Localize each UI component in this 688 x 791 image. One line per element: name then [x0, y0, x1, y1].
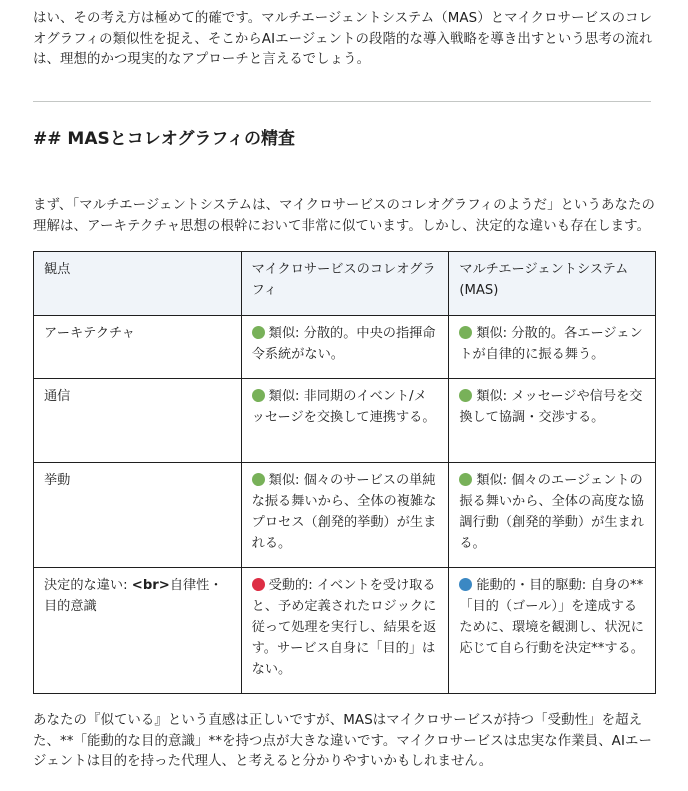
cell-text: 類似: メッセージや信号を交換して協調・交渉する。: [459, 389, 643, 425]
horizontal-rule: [33, 101, 651, 102]
table-header-row: [34, 252, 656, 316]
cell-text: 能動的・目的駆動: 自身の**「目的（ゴール）」を達成するために、環境を観測し、状況に応じて自ら行動を決定**する。: [459, 578, 644, 656]
cell-microservices: [241, 316, 449, 379]
cell-mas: [449, 463, 656, 568]
green-circle-icon: [252, 473, 265, 486]
green-circle-icon: [459, 473, 472, 486]
cell-aspect: アーキテクチャ: [34, 316, 242, 379]
cell-mas: [449, 568, 656, 694]
table-row: [34, 379, 656, 463]
cell-aspect: 挙動: [34, 463, 242, 568]
cell-text: 類似: 個々のサービスの単純な振る舞いから、全体の複雑なプロセス（創発的挙動）が生まれる。: [251, 473, 437, 551]
aspect-prefix: 決定的な違い:: [44, 578, 132, 593]
blue-circle-icon: [459, 578, 472, 591]
cell-microservices: [241, 568, 449, 694]
cell-mas: [449, 379, 656, 463]
cell-text: 類似: 非同期のイベント/メッセージを交換して連携する。: [251, 389, 436, 425]
green-circle-icon: [252, 389, 265, 402]
cell-text: 類似: 個々のエージェントの振る舞いから、全体の高度な協調行動（創発的挙動）が生まれる。: [459, 473, 644, 551]
green-circle-icon: [252, 326, 265, 339]
lead-paragraph: まず、「マルチエージェントシステムは、マイクロサービスのコレオグラフィのようだ」というあなたの理解は、アーキテクチャ思想の根幹において非常に似ています。しかし、決定的な違いも存在します。: [33, 198, 655, 234]
cell-text: 受動的: イベントを受け取ると、予め定義されたロジックに従って処理を実行し、結果を返す。サービス自身に「目的」はない。: [251, 578, 437, 677]
aspect-suffix: 自律性・目的意識: [44, 578, 223, 614]
table-row: [34, 568, 656, 694]
comparison-table: [33, 251, 656, 694]
aspect-br-tag: <br>: [131, 578, 170, 593]
header-microservices: マイクロサービスのコレオグラフィ: [241, 252, 449, 316]
intro-paragraph: はい、その考え方は極めて的確です。マルチエージェントシステム（MAS）とマイクロサービスのコレオグラフィの類似性を捉え、そこからAIエージェントの段階的な導入戦略を導き出すという思考の流れは、理想的かつ現実的なアプローチと言えるでしょう。: [33, 11, 653, 67]
cell-microservices: [241, 379, 449, 463]
table-row: [34, 316, 656, 379]
table-row: [34, 463, 656, 568]
cell-text: 類似: 分散的。各エージェントが自律的に振る舞う。: [459, 326, 643, 362]
header-aspect: 観点: [34, 252, 242, 316]
green-circle-icon: [459, 326, 472, 339]
red-circle-icon: [252, 578, 265, 591]
cell-text: 類似: 分散的。中央の指揮命令系統がない。: [251, 326, 436, 362]
section-heading: ## MASとコレオグラフィの精査: [33, 129, 296, 149]
cell-aspect: 通信: [34, 379, 242, 463]
cell-aspect: [34, 568, 242, 694]
cell-mas: [449, 316, 656, 379]
header-mas: マルチエージェントシステム(MAS): [449, 252, 656, 316]
cell-microservices: [241, 463, 449, 568]
closing-paragraph: あなたの『似ている』という直感は正しいですが、MASはマイクロサービスが持つ「受動性」を超えた、**「能動的な目的意識」**を持つ点が大きな違いです。マイクロサービスは忠実な作業員、AIエージェントは目的を持った代理人、と考えると分かりやすいかもしれません。: [33, 713, 652, 769]
green-circle-icon: [459, 389, 472, 402]
